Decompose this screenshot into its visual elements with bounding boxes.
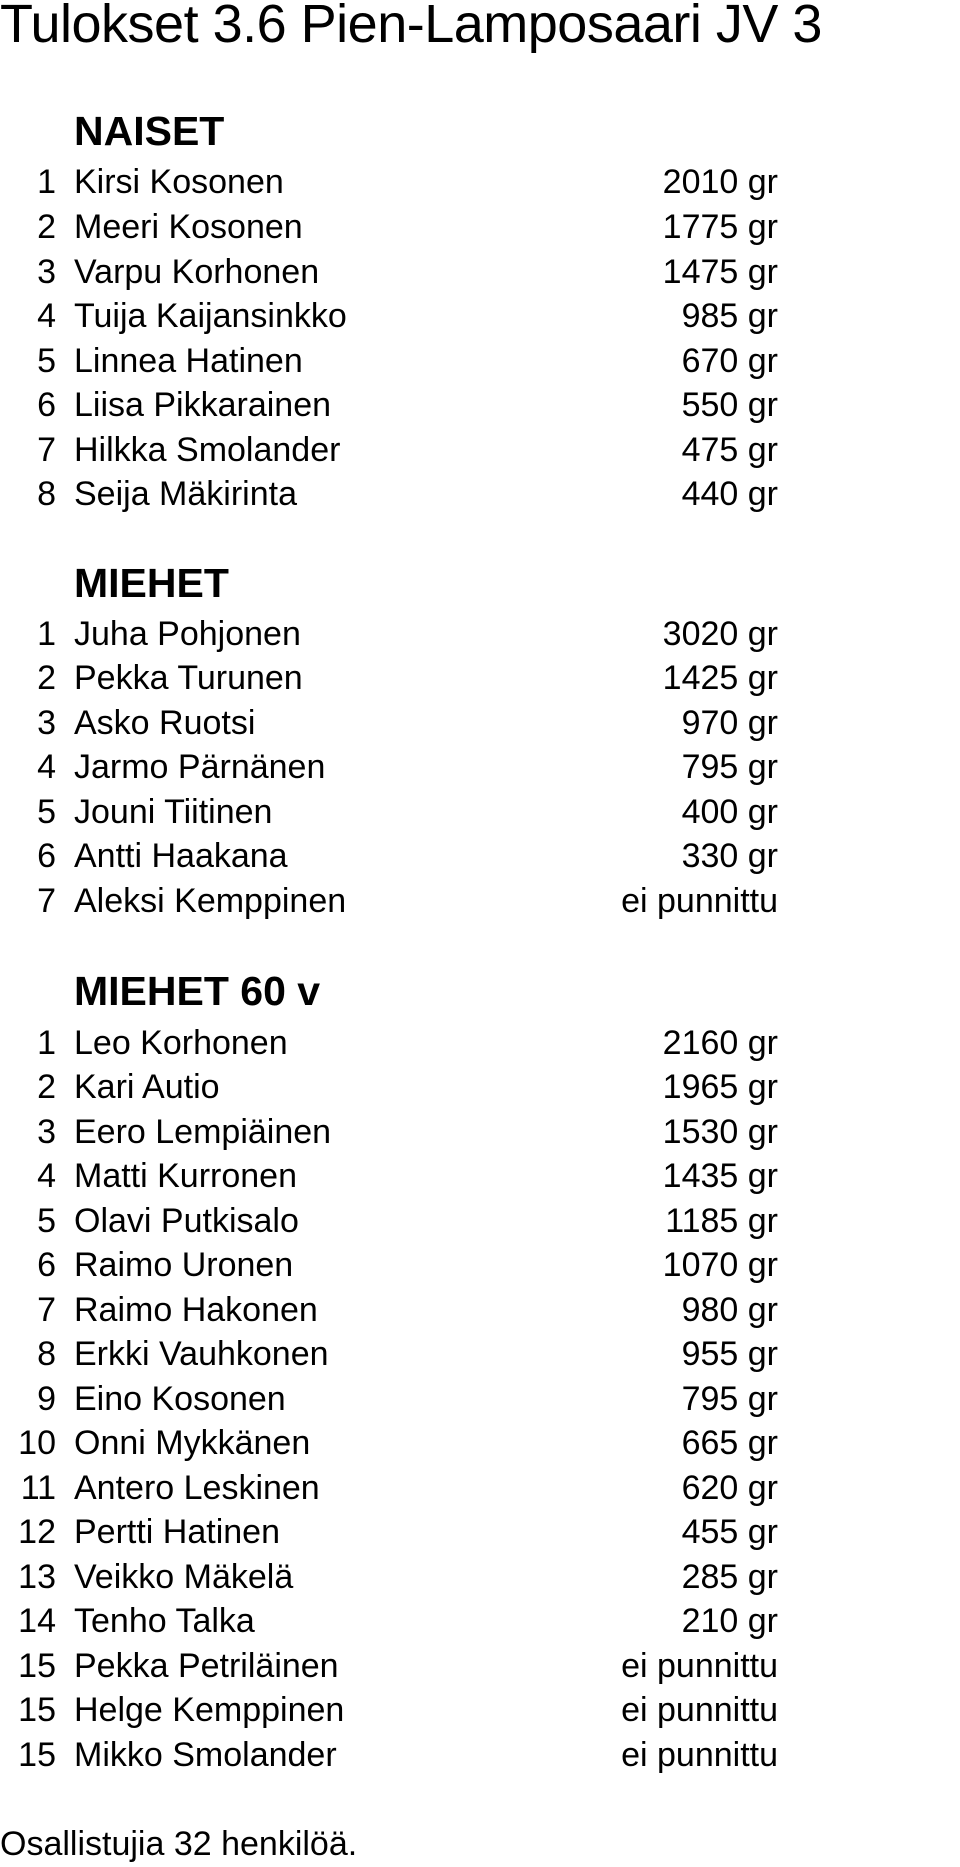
- participant-name: Raimo Hakonen: [74, 1291, 318, 1329]
- participant-name: Tenho Talka: [74, 1602, 255, 1640]
- participant-name: Antti Haakana: [74, 837, 288, 875]
- rank: 3: [37, 704, 56, 742]
- result-row: [0, 1644, 800, 1688]
- participant-name: Liisa Pikkarainen: [74, 386, 332, 424]
- participant-name: Jarmo Pärnänen: [74, 748, 326, 786]
- catch-weight: ei punnittu: [621, 1736, 778, 1774]
- participant-name: Linnea Hatinen: [74, 342, 303, 380]
- result-row: [0, 656, 800, 700]
- rank: 5: [37, 342, 56, 380]
- catch-weight: 1070 gr: [662, 1246, 778, 1284]
- result-row: [0, 428, 800, 472]
- result-row: [0, 701, 800, 745]
- rank: 6: [37, 1246, 56, 1284]
- participant-name: Meeri Kosonen: [74, 208, 303, 246]
- catch-weight: 1425 gr: [662, 659, 778, 697]
- catch-weight: 455 gr: [681, 1513, 778, 1551]
- rank: 2: [37, 1068, 56, 1106]
- rank: 1: [37, 615, 56, 653]
- rank: 15: [18, 1647, 56, 1685]
- participant-name: Tuija Kaijansinkko: [74, 297, 347, 335]
- result-row: [0, 1288, 800, 1332]
- result-row: [0, 250, 800, 294]
- rank: 7: [37, 882, 56, 920]
- catch-weight: 665 gr: [681, 1424, 778, 1462]
- participant-name: Kari Autio: [74, 1068, 220, 1106]
- participant-name: Erkki Vauhkonen: [74, 1335, 329, 1373]
- catch-weight: 795 gr: [681, 748, 778, 786]
- participant-name: Asko Ruotsi: [74, 704, 256, 742]
- section-heading: NAISET: [74, 108, 225, 154]
- participant-count: Osallistujia 32 henkilöä.: [0, 1825, 358, 1863]
- participant-name: Antero Leskinen: [74, 1469, 320, 1507]
- result-row: [0, 205, 800, 249]
- rank: 6: [37, 837, 56, 875]
- page-title: Tulokset 3.6 Pien-Lamposaari JV 3: [0, 0, 822, 54]
- catch-weight: 795 gr: [681, 1380, 778, 1418]
- result-row: [0, 1555, 800, 1599]
- rank: 15: [18, 1736, 56, 1774]
- rank: 7: [37, 431, 56, 469]
- participant-name: Matti Kurronen: [74, 1157, 297, 1195]
- catch-weight: ei punnittu: [621, 882, 778, 920]
- result-row: [0, 339, 800, 383]
- participant-name: Varpu Korhonen: [74, 253, 320, 291]
- result-row: [0, 745, 800, 789]
- catch-weight: 210 gr: [681, 1602, 778, 1640]
- result-row: [0, 1021, 800, 1065]
- rank: 8: [37, 1335, 56, 1373]
- participant-name: Hilkka Smolander: [74, 431, 341, 469]
- rank: 5: [37, 1202, 56, 1240]
- catch-weight: 1530 gr: [662, 1113, 778, 1151]
- rank: 11: [20, 1469, 56, 1507]
- participant-name: Raimo Uronen: [74, 1246, 294, 1284]
- section-heading: MIEHET 60 v: [74, 968, 321, 1014]
- result-row: [0, 472, 800, 516]
- catch-weight: 970 gr: [681, 704, 778, 742]
- result-row: [0, 1332, 800, 1376]
- rank: 15: [18, 1691, 56, 1729]
- catch-weight: ei punnittu: [621, 1691, 778, 1729]
- participant-name: Helge Kemppinen: [74, 1691, 345, 1729]
- catch-weight: 985 gr: [681, 297, 778, 335]
- catch-weight: 330 gr: [681, 837, 778, 875]
- rank: 3: [37, 1113, 56, 1151]
- rank: 4: [37, 1157, 56, 1195]
- result-row: [0, 160, 800, 204]
- participant-name: Aleksi Kemppinen: [74, 882, 347, 920]
- rank: 7: [37, 1291, 56, 1329]
- participant-name: Eino Kosonen: [74, 1380, 286, 1418]
- catch-weight: 1435 gr: [662, 1157, 778, 1195]
- result-row: [0, 879, 800, 923]
- result-row: [0, 1421, 800, 1465]
- result-row: [0, 1733, 800, 1777]
- participant-name: Jouni Tiitinen: [74, 793, 273, 831]
- result-row: [0, 383, 800, 427]
- result-row: [0, 1154, 800, 1198]
- result-row: [0, 1599, 800, 1643]
- catch-weight: ei punnittu: [621, 1647, 778, 1685]
- rank: 8: [37, 475, 56, 513]
- result-row: [0, 1510, 800, 1554]
- rank: 2: [37, 208, 56, 246]
- result-row: [0, 1377, 800, 1421]
- participant-name: Kirsi Kosonen: [74, 163, 284, 201]
- result-row: [0, 1688, 800, 1732]
- rank: 13: [18, 1558, 56, 1596]
- result-row: [0, 1110, 800, 1154]
- catch-weight: 440 gr: [681, 475, 778, 513]
- catch-weight: 955 gr: [681, 1335, 778, 1373]
- rank: 2: [37, 659, 56, 697]
- participant-name: Veikko Mäkelä: [74, 1558, 294, 1596]
- section-heading: MIEHET: [74, 560, 229, 606]
- catch-weight: 1475 gr: [662, 253, 778, 291]
- rank: 9: [37, 1380, 56, 1418]
- catch-weight: 550 gr: [681, 386, 778, 424]
- participant-name: Olavi Putkisalo: [74, 1202, 299, 1240]
- rank: 12: [18, 1513, 56, 1551]
- participant-name: Pertti Hatinen: [74, 1513, 280, 1551]
- rank: 6: [37, 386, 56, 424]
- result-row: [0, 1199, 800, 1243]
- participant-name: Pekka Petriläinen: [74, 1647, 339, 1685]
- catch-weight: 2010 gr: [662, 163, 778, 201]
- rank: 1: [37, 1024, 56, 1062]
- result-row: [0, 834, 800, 878]
- result-row: [0, 1243, 800, 1287]
- result-row: [0, 1466, 800, 1510]
- catch-weight: 475 gr: [681, 431, 778, 469]
- participant-name: Juha Pohjonen: [74, 615, 301, 653]
- catch-weight: 2160 gr: [662, 1024, 778, 1062]
- catch-weight: 1965 gr: [662, 1068, 778, 1106]
- participant-name: Seija Mäkirinta: [74, 475, 297, 513]
- participant-name: Mikko Smolander: [74, 1736, 337, 1774]
- catch-weight: 670 gr: [681, 342, 778, 380]
- participant-name: Pekka Turunen: [74, 659, 303, 697]
- rank: 5: [37, 793, 56, 831]
- catch-weight: 3020 gr: [662, 615, 778, 653]
- result-row: [0, 790, 800, 834]
- result-row: [0, 294, 800, 338]
- rank: 3: [37, 253, 56, 291]
- participant-name: Eero Lempiäinen: [74, 1113, 332, 1151]
- participant-name: Leo Korhonen: [74, 1024, 288, 1062]
- rank: 10: [18, 1424, 56, 1462]
- catch-weight: 1185 gr: [665, 1202, 778, 1240]
- catch-weight: 400 gr: [681, 793, 778, 831]
- result-row: [0, 612, 800, 656]
- catch-weight: 620 gr: [681, 1469, 778, 1507]
- result-row: [0, 1065, 800, 1109]
- participant-name: Onni Mykkänen: [74, 1424, 311, 1462]
- rank: 14: [18, 1602, 56, 1640]
- rank: 4: [37, 748, 56, 786]
- rank: 4: [37, 297, 56, 335]
- catch-weight: 980 gr: [681, 1291, 778, 1329]
- catch-weight: 1775 gr: [662, 208, 778, 246]
- catch-weight: 285 gr: [681, 1558, 778, 1596]
- rank: 1: [37, 163, 56, 201]
